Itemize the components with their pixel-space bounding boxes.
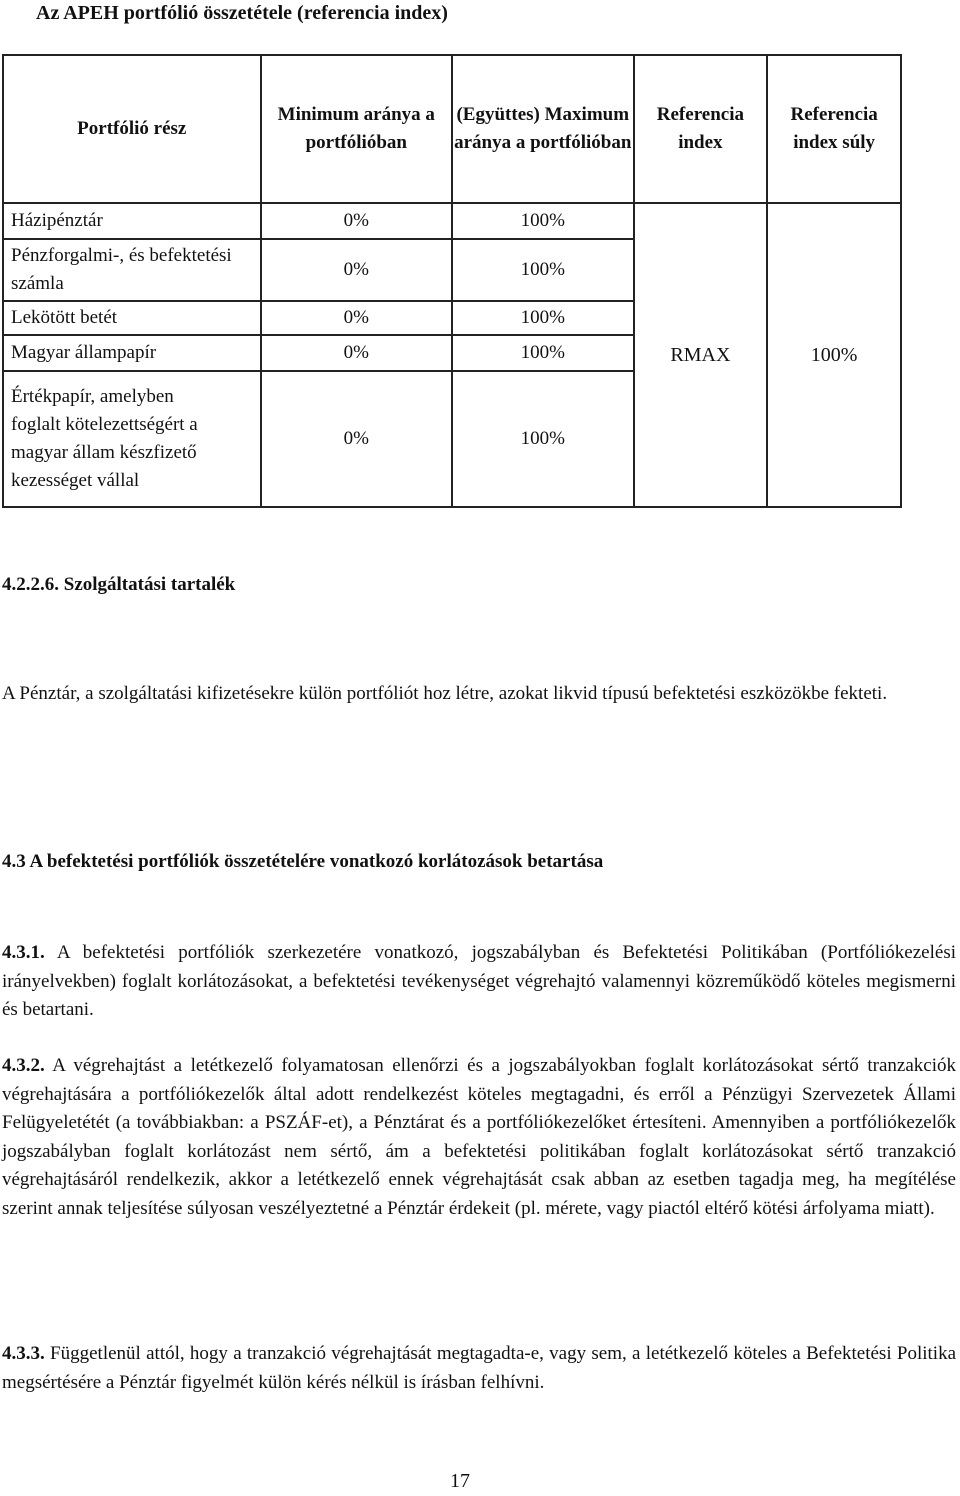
row-name: Magyar állampapír bbox=[3, 335, 261, 371]
paragraph-text: A végrehajtást a letétkezelő folyamatosan ellenőrzi és a jogszabályokban foglalt korlátozásokat sértő tranzakciók végrehajtására a portfóliókezelők által adott rendelkezést köteles megtagadni, és erről a Pénzügyi Szervezetek Állami Felügyeletétét (a továbbiakban: a PSZÁF-et), a Pénztárat és a portfóliókezelőket értesíteni. Amennyiben a portfóliókezelők jogszabályban foglalt korlátozást nem sértő, ám a befektetési politikában foglalt korlátozásokat sértő tranzakció végrehajtásáról rendelkezik, akkor a letétkezelő ennek végrehajtását csak abban az esetben tagadja meg, ha megítélése szerint annak teljesítése súlyosan veszélyeztetné a Pénztár érdekeit (pl. mérete, vagy piactól eltérő kötési árfolyama miatt). bbox=[2, 1055, 956, 1219]
paragraph-text: A befektetési portfóliók szerkezetére vonatkozó, jogszabályban és Befektetési Politikában (Portfóliókezelési irányelvekben) foglalt korlátozásokat, a befektetési tevékenységet végrehajtó valamennyi közreműködő köteles megismerni és betartani. bbox=[2, 942, 956, 1020]
row-name: Lekötött betét bbox=[3, 301, 261, 335]
table-row bbox=[3, 203, 901, 239]
row-max: 100% bbox=[452, 239, 634, 301]
paragraph-number: 4.3.1. bbox=[2, 942, 45, 963]
row-max: 100% bbox=[452, 371, 634, 507]
row-min: 0% bbox=[261, 203, 452, 239]
row-min: 0% bbox=[261, 335, 452, 371]
portfolio-table bbox=[2, 54, 902, 508]
row-min: 0% bbox=[261, 371, 452, 507]
row-max: 100% bbox=[452, 203, 634, 239]
row-name: Pénzforgalmi-, és befektetési számla bbox=[3, 239, 261, 301]
row-min: 0% bbox=[261, 301, 452, 335]
row-max: 100% bbox=[452, 301, 634, 335]
header-reference-index: Referencia index bbox=[634, 55, 768, 203]
paragraph-432 bbox=[2, 1052, 956, 1223]
section-text-4226: A Pénztár, a szolgáltatási kifizetésekre külön portfóliót hoz létre, azokat likvid típusú befektetési eszközökbe fekteti. bbox=[2, 683, 888, 704]
row-name: Házipénztár bbox=[3, 203, 261, 239]
page-title: Az APEH portfólió összetétele (referencia index) bbox=[36, 2, 448, 24]
paragraph-431 bbox=[2, 939, 956, 1025]
paragraph-number: 4.3.2. bbox=[2, 1055, 45, 1076]
section-heading-4226: 4.2.2.6. Szolgáltatási tartalék bbox=[2, 574, 236, 595]
header-reference-weight: Referencia index súly bbox=[767, 55, 901, 203]
table-header-row bbox=[3, 55, 901, 203]
reference-index-value: RMAX bbox=[634, 203, 768, 507]
reference-weight-value: 100% bbox=[767, 203, 901, 507]
header-portfolio-part: Portfólió rész bbox=[3, 55, 261, 203]
paragraph-text: Függetlenül attól, hogy a tranzakció végrehajtását megtagadta-e, vagy sem, a letétkezelő köteles a Befektetési Politika megsértésére a Pénztár figyelmét külön kérés nélkül is írásban felhívni. bbox=[2, 1343, 957, 1393]
paragraph-433 bbox=[2, 1340, 956, 1397]
row-max: 100% bbox=[452, 335, 634, 371]
page-number: 17 bbox=[450, 1470, 470, 1492]
paragraph-number: 4.3.3. bbox=[2, 1343, 45, 1364]
header-min-share: Minimum aránya a portfólióban bbox=[261, 55, 452, 203]
row-name: Értékpapír, amelyben foglalt kötelezettségért a magyar állam készfizető kezességet vállal bbox=[3, 371, 261, 507]
header-max-share: (Együttes) Maximum aránya a portfólióban bbox=[452, 55, 634, 203]
row-min: 0% bbox=[261, 239, 452, 301]
section-heading-43: 4.3 A befektetési portfóliók összetételére vonatkozó korlátozások betartása bbox=[2, 851, 604, 872]
